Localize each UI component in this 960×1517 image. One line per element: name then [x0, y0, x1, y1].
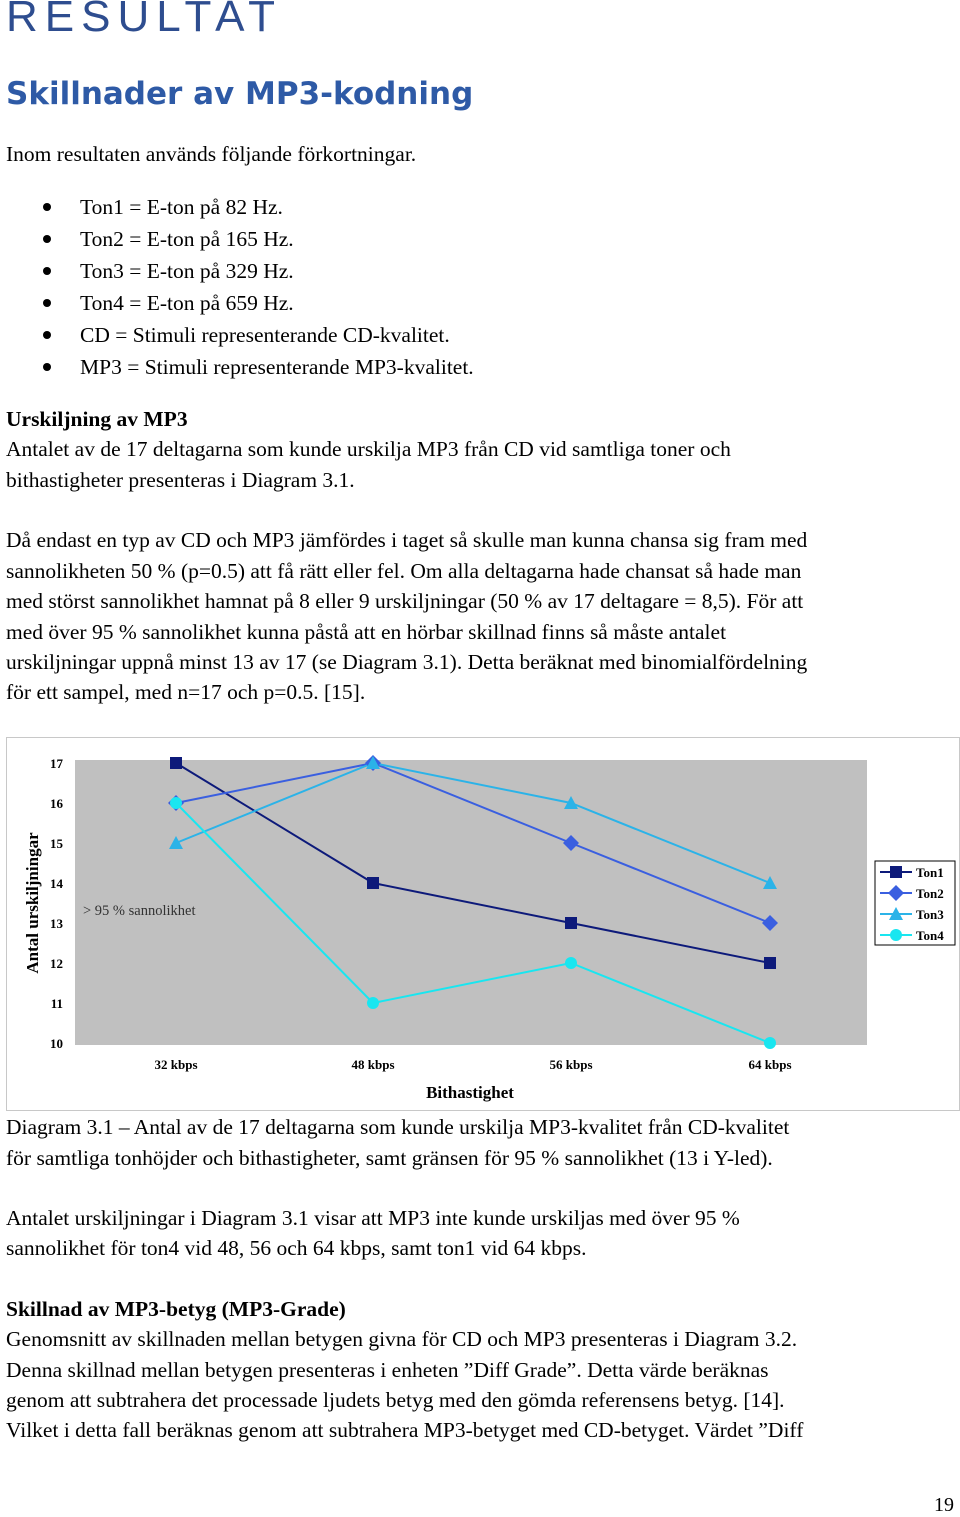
- bullet-icon: [43, 267, 51, 275]
- chart-legend: [875, 861, 955, 945]
- data-point-ton4: [565, 957, 577, 969]
- y-tick-label: 17: [50, 756, 63, 771]
- bullet-icon: [43, 363, 51, 371]
- abbreviation-list: [0, 192, 474, 384]
- paragraph-line: Då endast en typ av CD och MP3 jämfördes i taget så skulle man kunna chansa sig fram med: [6, 528, 808, 552]
- y-tick-label: 15: [50, 836, 63, 851]
- bullet-icon: [43, 203, 51, 211]
- section-heading: Skillnader av MP3-kodning: [6, 76, 474, 112]
- x-tick-label: 64 kbps: [748, 1057, 792, 1072]
- list-item: Ton4 = E-ton på 659 Hz.: [0, 288, 474, 320]
- bullet-icon: [43, 299, 51, 307]
- page-title: RESULTAT: [6, 0, 283, 41]
- data-point-ton4: [170, 797, 182, 809]
- data-point-ton1: [170, 757, 182, 769]
- threshold-annotation: > 95 % sannolikhet: [83, 903, 196, 919]
- y-axis-title: Antal urskiljningar: [23, 832, 42, 974]
- data-point-ton4: [367, 997, 379, 1009]
- paragraph-line: med störst sannolikhet hamnat på 8 eller 9 urskiljningar (50 % av 17 deltagare = 8,5). För att: [6, 589, 804, 613]
- subheading-mp3-grade: Skillnad av MP3-betyg (MP3-Grade): [6, 1297, 346, 1321]
- x-tick-label: 56 kbps: [549, 1057, 593, 1072]
- figure-caption: för samtliga tonhöjder och bithastigheter, samt gränsen för 95 % sannolikhet (13 i Y-led).: [6, 1146, 773, 1170]
- paragraph-line: sannolikhet för ton4 vid 48, 56 och 64 kbps, samt ton1 vid 64 kbps.: [6, 1236, 587, 1260]
- data-point-ton1: [367, 877, 379, 889]
- paragraph-line: urskiljningar uppnå minst 13 av 17 (se Diagram 3.1). Detta beräknat med binomialfördelning: [6, 650, 808, 674]
- list-item: MP3 = Stimuli representerande MP3-kvalitet.: [0, 352, 474, 384]
- paragraph-line: med över 95 % sannolikhet kunna påstå att en hörbar skillnad finns så måste antalet: [6, 620, 727, 644]
- bullet-icon: [43, 235, 51, 243]
- legend-marker-ton4: [890, 929, 902, 941]
- line-chart: [7, 738, 959, 1110]
- intro-text: Inom resultaten används följande förkortningar.: [6, 142, 417, 166]
- paragraph-line: Antalet av de 17 deltagarna som kunde urskilja MP3 från CD vid samtliga toner och: [6, 437, 731, 461]
- paragraph-line: sannolikheten 50 % (p=0.5) att få rätt eller fel. Om alla deltagarna hade chansat så hade man: [6, 559, 802, 583]
- legend-label-ton2: Ton2: [916, 886, 944, 901]
- list-item: CD = Stimuli representerande CD-kvalitet.: [0, 320, 474, 352]
- legend-label-ton3: Ton3: [916, 907, 944, 922]
- y-tick-label: 14: [50, 876, 63, 891]
- x-tick-label: 32 kbps: [154, 1057, 198, 1072]
- paragraph-line: Genomsnitt av skillnaden mellan betygen givna för CD och MP3 presenteras i Diagram 3.2.: [6, 1327, 798, 1351]
- x-axis-title: Bithastighet: [426, 1083, 514, 1102]
- y-tick-label: 11: [50, 996, 63, 1011]
- bullet-icon: [43, 331, 51, 339]
- legend-label-ton1: Ton1: [916, 865, 944, 880]
- list-item: Ton3 = E-ton på 329 Hz.: [0, 256, 474, 288]
- y-tick-label: 13: [50, 916, 63, 931]
- x-tick-label: 48 kbps: [351, 1057, 395, 1072]
- data-point-ton4: [764, 1037, 776, 1049]
- paragraph-line: Denna skillnad mellan betygen presenteras i enheten ”Diff Grade”. Detta värde beräknas: [6, 1358, 769, 1382]
- paragraph-line: bithastigheter presenteras i Diagram 3.1.: [6, 468, 355, 492]
- list-item: Ton1 = E-ton på 82 Hz.: [0, 192, 474, 224]
- diagram-3-1: [6, 737, 960, 1111]
- data-point-ton1: [764, 957, 776, 969]
- figure-caption: Diagram 3.1 – Antal av de 17 deltagarna som kunde urskilja MP3-kvalitet från CD-kvalitet: [6, 1115, 790, 1139]
- paragraph-line: Antalet urskiljningar i Diagram 3.1 visar att MP3 inte kunde urskiljas med över 95 %: [6, 1206, 740, 1230]
- page-number: 19: [934, 1494, 954, 1516]
- y-tick-label: 16: [50, 796, 63, 811]
- list-item: Ton2 = E-ton på 165 Hz.: [0, 224, 474, 256]
- legend-marker-ton1: [890, 866, 902, 878]
- paragraph-line: Vilket i detta fall beräknas genom att subtrahera MP3-betyget med CD-betyget. Värdet ”Diff: [6, 1418, 804, 1442]
- legend-label-ton4: Ton4: [916, 928, 944, 943]
- data-point-ton1: [565, 917, 577, 929]
- y-tick-label: 10: [50, 1036, 63, 1051]
- y-tick-label: 12: [50, 956, 63, 971]
- subheading-urskiljning: Urskiljning av MP3: [6, 407, 188, 431]
- paragraph-line: genom att subtrahera det processade ljudets betyg med den gömda referensens betyg. [14].: [6, 1388, 785, 1412]
- paragraph-line: för ett sampel, med n=17 och p=0.5. [15].: [6, 680, 366, 704]
